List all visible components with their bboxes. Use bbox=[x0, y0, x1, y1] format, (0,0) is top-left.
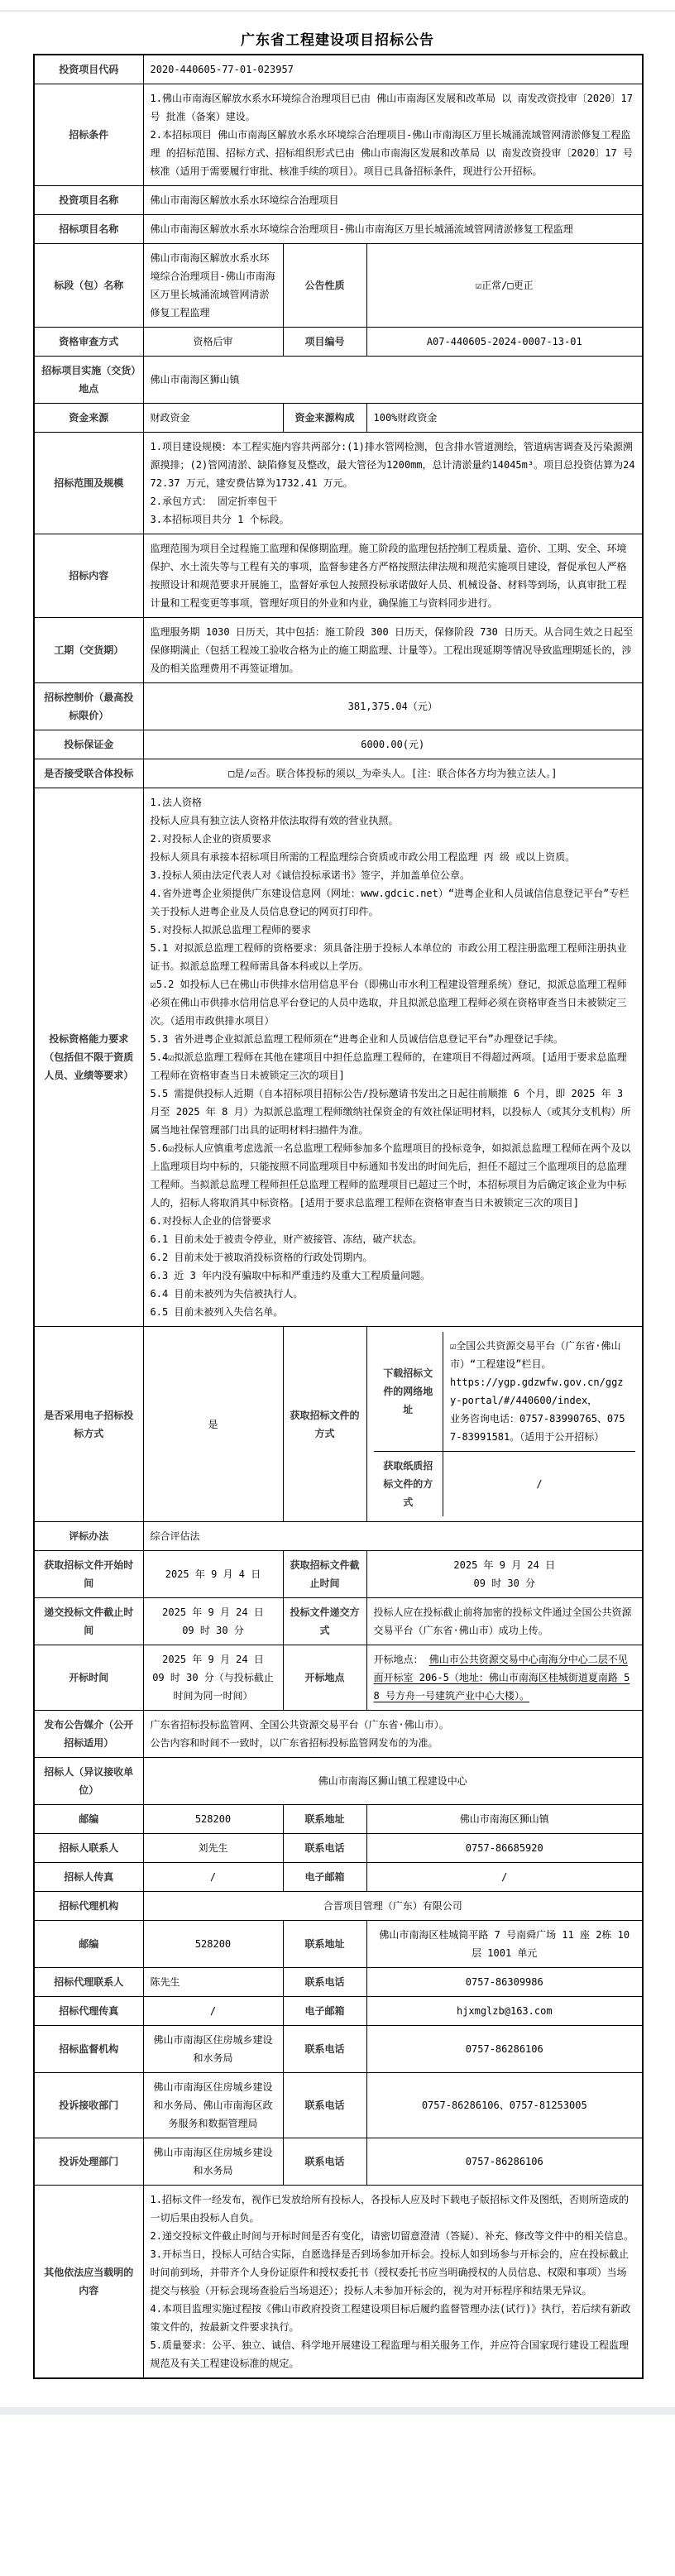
field-label: 招标人（异议接收单位） bbox=[34, 1758, 143, 1805]
paragraph: 投标人应具有独立法人资格并依法取得有效的营业执照。 bbox=[150, 815, 399, 826]
field-value bbox=[443, 1332, 636, 1452]
table-row-complaint-receiving-department bbox=[34, 2073, 643, 2138]
field-value: / bbox=[143, 1863, 283, 1892]
paragraph: 1.佛山市南海区解放水系水环境综合治理项目已由 佛山市南海区发展和改革局 以 南发改资投审〔2020〕17 号 批准（备案）建设。 bbox=[150, 93, 633, 122]
field-label: 公告性质 bbox=[283, 244, 366, 328]
field-value: 刘先生 bbox=[143, 1834, 283, 1863]
tender-announcement-table bbox=[33, 54, 644, 2379]
field-value: / bbox=[143, 1997, 283, 2026]
field-label: 获取招标文件开始时间 bbox=[34, 1551, 143, 1598]
field-label: 招标控制价（最高投标限价） bbox=[34, 683, 143, 730]
paragraph: 3.开标当日，投标人可结合实际，自愿选择是否到场参加开标会。投标人如到场参与开标会的，应在投标截止时间前到场，并带齐个人身份证原件和授权委托书（授权委托书应当明确授权的人员信息、权限和事项）当场提交与核验（开标会现场查验后当场退还）；投标人未参加开标会的，视为对开标程序和结果无异议。 bbox=[150, 2248, 629, 2296]
field-value: 佛山市南海区住房城乡建设和水务局、佛山市南海区政务服务和数据管理局 bbox=[143, 2073, 283, 2138]
paragraph: 5.4☑拟派总监理工程师在其他在建项目中担任总监理工程师的，在建项目不得超过两项。[适用于要求总监理工程师在资格审查当日未被锁定三次的项目] bbox=[150, 1051, 627, 1081]
paragraph: 09 时 30 分 bbox=[473, 1578, 536, 1589]
table-row-tender-control-price bbox=[34, 683, 643, 730]
field-value bbox=[143, 788, 643, 1327]
field-value: / bbox=[366, 1863, 643, 1892]
field-value: 佛山市南海区住房城乡建设和水务局 bbox=[143, 2026, 283, 2073]
table-row-tender-conditions bbox=[34, 84, 643, 186]
paragraph: 广东省招标投标监管网、全国公共资源交易平台（广东省·佛山市）。 bbox=[150, 1719, 449, 1731]
field-value: 合晋项目管理（广东）有限公司 bbox=[143, 1892, 643, 1921]
field-value bbox=[143, 1711, 643, 1758]
paragraph: 1.招标文件一经发布，视作已发放给所有投标人，各投标人应及时下载电子版招标文件及图纸，否则所造成的一切后果由投标人自负。 bbox=[150, 2194, 629, 2224]
field-label: 开标地点 bbox=[283, 1645, 366, 1711]
paragraph: 1.项目建设规模：本工程实施内容共两部分:(1)排水管网检测，包含排水管道测绘，管道病害调查及污染源溯源摸排；(2)管网清淤、缺陷修复及整改，最大管径为1200mm，总计清淤量约14045m³。项目总投资估算为2472.37 万元，建安费估算为1732.41 万元。 bbox=[150, 441, 635, 489]
field-label: 获取纸质招标文件的方式 bbox=[374, 1452, 443, 1517]
table-row-implementation-location bbox=[34, 357, 643, 404]
paragraph: 5.5 需提供投标人近期（自本招标项目招标公告/投标邀请书发出之日起往前顺推 6 个月，即 2025 年 3 月至 2025 年 8 月）为拟派总监理工程师缴纳社保资金的有效社保证明材料，以投标人（或其分支机构）所属当地社保管理部门出具的证明材料扫描件为准。 bbox=[150, 1088, 631, 1136]
field-value bbox=[143, 2186, 643, 2379]
field-value: 佛山市南海区住房城乡建设和水务局 bbox=[143, 2138, 283, 2186]
field-value: 0757-86286106 bbox=[366, 2138, 643, 2186]
field-label: 开标时间 bbox=[34, 1645, 143, 1711]
field-label: 联系电话 bbox=[283, 2138, 366, 2186]
field-label: 评标办法 bbox=[34, 1522, 143, 1551]
paragraph: 4.省外进粤企业须提供广东建设信息网（网址：www.gdcic.net）“进粤企业和人员诚信信息登记平台”专栏关于投标人进粤企业及人员信息登记的网页打印件。 bbox=[150, 888, 630, 917]
table-row-bid-bond bbox=[34, 730, 643, 759]
field-label: 获取招标文件截止时间 bbox=[283, 1551, 366, 1598]
table-row-bid-submission-deadline bbox=[34, 1598, 643, 1645]
paragraph: 6.1 目前未处于被责令停业，财产被接管、冻结，破产状态。 bbox=[150, 1233, 423, 1245]
field-label: 投标资格能力要求（包括但不限于资质人员、业绩等要求） bbox=[34, 788, 143, 1327]
field-value: A07-440605-2024-0007-13-01 bbox=[366, 328, 643, 357]
paragraph: 5.质量要求：公平、独立、诚信、科学地开展建设工程监理与相关服务工作，并应符合国家现行建设工程监理规范及有关工程建设标准的规定。 bbox=[150, 2339, 629, 2369]
field-label: 项目编号 bbox=[283, 328, 366, 357]
field-label: 投诉处理部门 bbox=[34, 2138, 143, 2186]
field-value: 财政资金 bbox=[143, 404, 283, 433]
field-label: 投资项目名称 bbox=[34, 186, 143, 215]
field-value: 6000.00(元) bbox=[143, 730, 643, 759]
field-label: 投标文件递交方式 bbox=[283, 1598, 366, 1645]
paragraph: 2025 年 9 月 24 日 bbox=[162, 1654, 264, 1665]
field-value: 监理范围为项目全过程施工监理和保修期监理。施工阶段的监理包括控制工程质量、造价、工期、安全、环境保护、水土流失等与工程有关的事项，监督参建各方严格按照法律法规和规范实施项目建设，督促承包人严格按照设计和规范要求开展施工，监督好承包人按照投标承诺做好人员、机械设备、材料等到场，认真审批工程计量和工程变更等事项，管理好项目的外业和内业，确保施工与资料同步进行。 bbox=[143, 534, 643, 618]
table-row-tender-supervision-authority bbox=[34, 2026, 643, 2073]
field-label: 标段（包）名称 bbox=[34, 244, 143, 328]
table-row-tenderer-fax bbox=[34, 1863, 643, 1892]
table-row-tender-project-name bbox=[34, 215, 643, 244]
field-value: 381,375.04（元） bbox=[143, 683, 643, 730]
table-row-section-package-name bbox=[34, 244, 643, 328]
field-value: 0757-86309986 bbox=[366, 1968, 643, 1997]
paragraph: 2025 年 9 月 24 日 bbox=[453, 1559, 556, 1571]
table-row-bid-opening-time bbox=[34, 1645, 643, 1711]
field-label: 工期（交货期） bbox=[34, 618, 143, 683]
paragraph: 投标人须具有承接本招标项目所需的工程监理综合资质或市政公用工程监理 丙 级 或以上资质。 bbox=[150, 851, 576, 863]
underlined-value: 佛山市公共资源交易中心南海分中心二层不见面开标室 206-5（地址：佛山市南海区桂城街道夏南路 58 号方舟一号建筑产业中心大楼）。 bbox=[373, 1654, 630, 1702]
field-label: 联系电话 bbox=[283, 1834, 366, 1863]
bottom-strip bbox=[0, 2407, 675, 2415]
paragraph: ☑全国公共资源交易平台（广东省·佛山市）“工程建设”栏目。 bbox=[450, 1340, 621, 1370]
paragraph: 1.法人资格 bbox=[150, 797, 202, 808]
nested-cell bbox=[366, 1327, 643, 1522]
paragraph: 6.对投标人企业的信誉要求 bbox=[150, 1215, 271, 1227]
field-value: 0757-86286106、0757-81253005 bbox=[366, 2073, 643, 2138]
field-value bbox=[143, 1645, 283, 1711]
field-value: ☑正常/□更正 bbox=[366, 244, 643, 328]
field-value bbox=[143, 433, 643, 534]
table-row-announcement-media bbox=[34, 1711, 643, 1758]
field-value: 佛山市南海区狮山镇工程建设中心 bbox=[143, 1758, 643, 1805]
field-value bbox=[143, 84, 643, 186]
field-label: 下载招标文件的网络地址 bbox=[374, 1332, 443, 1452]
field-label: 资金来源 bbox=[34, 404, 143, 433]
field-label: 投标保证金 bbox=[34, 730, 143, 759]
paragraph: 4.本项目监理实施过程按《佛山市政府投资工程建设项目标后履约监督管理办法(试行)》执行，若后续有新政策文件的，按最新文件要求执行。 bbox=[150, 2303, 631, 2333]
table-row-agency-fax bbox=[34, 1997, 643, 2026]
field-label: 其他依法应当载明的内容 bbox=[34, 2186, 143, 2379]
table-row-tenderer-postcode bbox=[34, 1805, 643, 1834]
field-label: 招标范围及规模 bbox=[34, 433, 143, 534]
field-value: / bbox=[443, 1452, 636, 1517]
field-value: 0757-86286106 bbox=[366, 2026, 643, 2073]
paragraph: ☑5.2 如投标人已在佛山市供排水信用信息平台（即佛山市水利工程建设管理系统）登记，拟派总监理工程师必须在佛山市供排水信用信息平台登记的人员中选取，并且拟派总监理工程师必须在资格审查当日未被锁定三次。（适用市政供排水项目） bbox=[150, 979, 627, 1027]
field-value: 陈先生 bbox=[143, 1968, 283, 1997]
table-row-tender-scope-scale bbox=[34, 433, 643, 534]
table-row-funding-source bbox=[34, 404, 643, 433]
field-label: 招标内容 bbox=[34, 534, 143, 618]
table-row-electronic-bidding bbox=[34, 1327, 643, 1522]
field-label: 投资项目代码 bbox=[34, 55, 143, 84]
field-label: 联系电话 bbox=[283, 2073, 366, 2138]
field-value: 监理服务期 1030 日历天，其中包括：施工阶段 300 日历天，保修阶段 730 日历天。从合同生效之日起至保修期满止（包括工程竣工验收合格为止的施工期监理、计量等）。工程出现延期等情况导致监理期延长的，涉及的相关监理费用不再签证增加。 bbox=[143, 618, 643, 683]
paragraph: 5.对投标人拟派总监理工程师的要求 bbox=[150, 924, 311, 936]
field-value: 是 bbox=[143, 1327, 283, 1522]
table-row-complaint-handling-department bbox=[34, 2138, 643, 2186]
paragraph: 6.3 近 3 年内没有骗取中标和严重违约及重大工程质量问题。 bbox=[150, 1270, 431, 1281]
paragraph: 5.6☑投标人应慎重考虑选派一名总监理工程师参加多个监理项目的投标竞争，如拟派总监理工程师在两个及以上监理项目均中标的，只能按照不同监理项目中标通知书发出的时间先后，担任不超过三个监理项目的总监理工程师。当拟派总监理工程师担任总监理工程师的监理项目已超过三个时，本招标项目为后确定该企业为中标人的，招标人将取消其中标资格。[适用于要求总监理工程师在资格审查当日未被锁定三次的项目] bbox=[150, 1142, 631, 1209]
table-row-investment-project-code bbox=[34, 55, 643, 84]
table-row-tenderer bbox=[34, 1758, 643, 1805]
field-label: 邮编 bbox=[34, 1921, 143, 1968]
field-label: 电子邮箱 bbox=[283, 1863, 366, 1892]
table-row-qualification-review-method bbox=[34, 328, 643, 357]
field-label: 招标人联系人 bbox=[34, 1834, 143, 1863]
field-value: 528200 bbox=[143, 1921, 283, 1968]
top-divider bbox=[0, 0, 675, 12]
paragraph: 2.承包方式： 固定折率包干 bbox=[150, 496, 278, 507]
paragraph: 2.对投标人企业的资质要求 bbox=[150, 833, 271, 845]
paragraph: 09 时 30 分 bbox=[182, 1625, 244, 1636]
field-label: 资格审查方式 bbox=[34, 328, 143, 357]
field-value: 综合评估法 bbox=[143, 1522, 643, 1551]
table-row-tender-agency bbox=[34, 1892, 643, 1921]
field-value: 佛山市南海区狮山镇 bbox=[366, 1805, 643, 1834]
field-label: 获取招标文件的方式 bbox=[283, 1327, 366, 1522]
field-value bbox=[366, 1551, 643, 1598]
field-value: 佛山市南海区解放水系水环境综合治理项目-佛山市南海区万里长城涌流域管网清淤修复工程监理 bbox=[143, 244, 283, 328]
nested-row bbox=[374, 1332, 636, 1452]
field-value: 佛山市南海区解放水系水环境综合治理项目-佛山市南海区万里长城涌流域管网清淤修复工程监理 bbox=[143, 215, 643, 244]
paragraph: 2025 年 9 月 24 日 bbox=[162, 1606, 264, 1618]
field-value: 资格后审 bbox=[143, 328, 283, 357]
field-label: 招标条件 bbox=[34, 84, 143, 186]
nested-row bbox=[374, 1452, 636, 1517]
field-value: 佛山市南海区桂城简平路 7 号南舜广场 11 座 2栋 10 层 1001 单元 bbox=[366, 1921, 643, 1968]
paragraph: 09 时 30 分（与投标截止时间为同一时间） bbox=[152, 1672, 274, 1702]
table-row-agency-contact bbox=[34, 1968, 643, 1997]
tender-table-body bbox=[34, 55, 643, 2378]
field-label: 电子邮箱 bbox=[283, 1997, 366, 2026]
field-label: 联系地址 bbox=[283, 1921, 366, 1968]
field-label: 发布公告媒介（公开招标适用） bbox=[34, 1711, 143, 1758]
table-row-tender-content bbox=[34, 534, 643, 618]
table-row-other-contents bbox=[34, 2186, 643, 2379]
field-value: 2020-440605-77-01-023957 bbox=[143, 55, 643, 84]
paragraph: 业务咨询电话：0757-83990765、0757-83991581。（适用于公开招标） bbox=[450, 1413, 625, 1443]
field-label: 联系地址 bbox=[283, 1805, 366, 1834]
field-label: 招标项目实施（交货）地点 bbox=[34, 357, 143, 404]
field-label: 投诉接收部门 bbox=[34, 2073, 143, 2138]
paragraph: 6.4 目前未被列为失信被执行人。 bbox=[150, 1288, 304, 1300]
paragraph: 公告内容和时间不一致时，以广东省招标投标监管网发布的为准。 bbox=[150, 1737, 438, 1749]
paragraph: 5.1 对拟派总监理工程师的资格要求：须具备注册于投标人本单位的 市政公用工程注册监理工程师注册执业证书。拟派总监理工程师需具备本科或以上学历。 bbox=[150, 942, 627, 972]
field-value: 0757-86685920 bbox=[366, 1834, 643, 1863]
table-row-construction-period bbox=[34, 618, 643, 683]
field-label: 招标代理传真 bbox=[34, 1997, 143, 2026]
table-row-investment-project-name bbox=[34, 186, 643, 215]
field-label: 招标人传真 bbox=[34, 1863, 143, 1892]
field-label: 联系电话 bbox=[283, 1968, 366, 1997]
field-value: 2025 年 9 月 4 日 bbox=[143, 1551, 283, 1598]
field-label: 邮编 bbox=[34, 1805, 143, 1834]
paragraph: 2.递交投标文件截止时间与开标时间是否有变化，请密切留意澄清（答疑）、补充、修改等文件中的相关信息。 bbox=[150, 2230, 634, 2242]
table-row-tenderer-contact bbox=[34, 1834, 643, 1863]
field-value: 佛山市南海区狮山镇 bbox=[143, 357, 643, 404]
field-label: 递交投标文件截止时间 bbox=[34, 1598, 143, 1645]
paragraph: 2.本招标项目 佛山市南海区解放水系水环境综合治理项目-佛山市南海区万里长城涌流域管网清淤修复工程监理 的招标范围、招标方式、招标组织形式已由 佛山市南海区发展和改革局 以 南发改资投审〔2020〕17 号 核准（适用于需要履行审批、核准手续的项目）。项目已具备招标条件，现进行公开招标。 bbox=[150, 129, 633, 177]
field-value bbox=[366, 1645, 643, 1711]
field-value: 投标人应在投标截止前将加密的投标文件通过全国公共资源交易平台（广东省·佛山市）成功上传。 bbox=[366, 1598, 643, 1645]
paragraph: 5.3 省外进粤企业拟派总监理工程师须在“进粤企业和人员诚信信息登记平台”办理登记手续。 bbox=[150, 1033, 563, 1045]
page-title: 广东省工程建设项目招标公告 bbox=[241, 32, 434, 48]
field-value: □是/☑否。联合体投标的须以_为牵头人。[注：联合体各方均为独立法人。] bbox=[143, 759, 643, 788]
paragraph: 3.投标人须由法定代表人对《诚信投标承诺书》签字，并加盖单位公章。 bbox=[150, 869, 470, 881]
field-value: hjxmglzb@163.com bbox=[366, 1997, 643, 2026]
table-row-evaluation-method bbox=[34, 1522, 643, 1551]
field-label: 招标代理机构 bbox=[34, 1892, 143, 1921]
field-label: 联系电话 bbox=[283, 2026, 366, 2073]
field-label: 是否接受联合体投标 bbox=[34, 759, 143, 788]
table-row-agency-postcode bbox=[34, 1921, 643, 1968]
field-value: 100%财政资金 bbox=[366, 404, 643, 433]
field-value: 佛山市南海区解放水系水环境综合治理项目 bbox=[143, 186, 643, 215]
table-row-bidder-qualification-requirements bbox=[34, 788, 643, 1327]
field-label: 招标项目名称 bbox=[34, 215, 143, 244]
field-label: 资金来源构成 bbox=[283, 404, 366, 433]
field-label: 招标监督机构 bbox=[34, 2026, 143, 2073]
value-prefix: 开标地点： bbox=[373, 1654, 429, 1665]
paragraph: 6.2 目前未处于被取消投标资格的行政处罚期内。 bbox=[150, 1252, 373, 1263]
paragraph: 3.本招标项目共分 1 个标段。 bbox=[150, 514, 290, 525]
field-label: 招标代理联系人 bbox=[34, 1968, 143, 1997]
paragraph: 6.5 目前未被列入失信名单。 bbox=[150, 1306, 284, 1318]
field-value bbox=[143, 1598, 283, 1645]
table-row-document-acquisition-start bbox=[34, 1551, 643, 1598]
field-value: 528200 bbox=[143, 1805, 283, 1834]
table-row-consortium-bidding bbox=[34, 759, 643, 788]
paragraph: https://ygp.gdzwfw.gov.cn/ggzy-portal/#/440600/index， bbox=[450, 1377, 624, 1406]
field-label: 是否采用电子招标投标方式 bbox=[34, 1327, 143, 1522]
nested-table bbox=[374, 1332, 636, 1516]
